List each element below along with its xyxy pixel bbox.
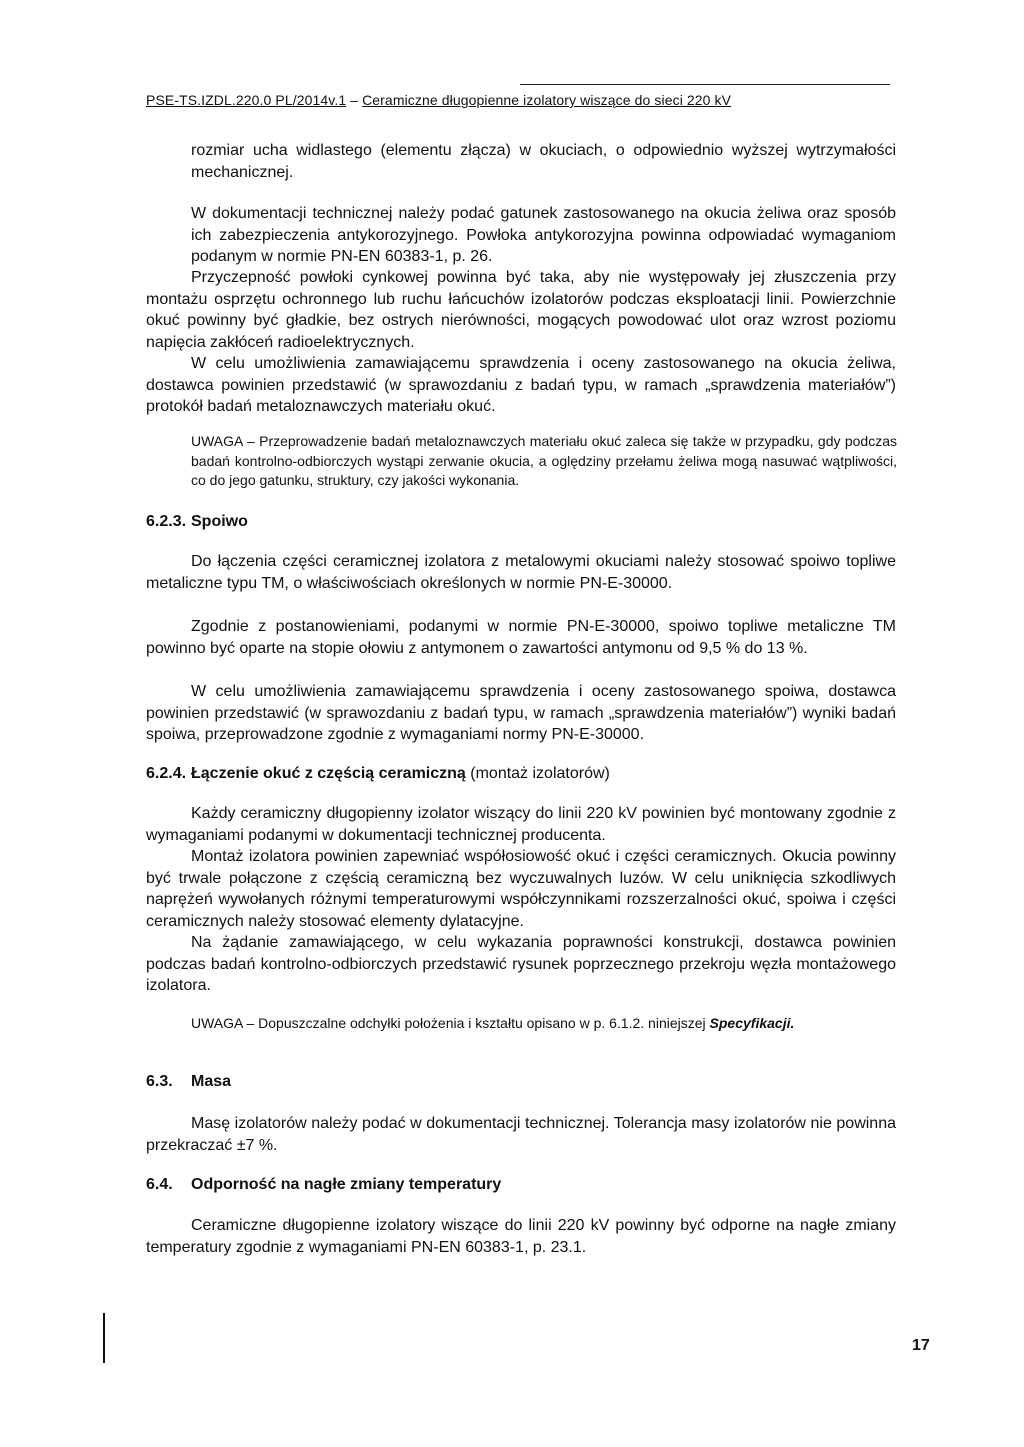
- section-6-2-3-heading: [146, 513, 248, 531]
- running-header: [146, 92, 731, 108]
- section-title: Odporność na nagłe zmiany temperatury: [191, 1176, 502, 1193]
- section-title: Spoiwo: [191, 513, 248, 530]
- header-separator: –: [346, 92, 363, 108]
- section-title: Łączenie okuć z częścią ceramiczną: [191, 765, 466, 782]
- note-2-emphasis: Specyfikacji.: [709, 1015, 795, 1031]
- paragraph-11: Masę izolatorów należy podać w dokumentacji technicznej. Tolerancja masy izolatorów nie powinna przekraczać ±7 %.: [146, 1115, 896, 1154]
- page-number: 17: [912, 1337, 930, 1354]
- section-number: 6.2.4.: [146, 765, 187, 782]
- paragraph-10: Na żądanie zamawiającego, w celu wykazania poprawności konstrukcji, dostawca powinien podczas badań kontrolno-odbiorczych przedstawić rysunek poprzecznego przekroju węzła montażowego izolatora.: [146, 934, 896, 994]
- section-title: Masa: [191, 1073, 232, 1090]
- section-6-3-heading: [146, 1073, 231, 1091]
- footer-bar: [103, 1313, 105, 1363]
- header-rule: [520, 84, 890, 85]
- doc-code: PSE-TS.IZDL.220.0 PL/2014v.1: [146, 92, 347, 108]
- section-title-rest: (montaż izolatorów): [465, 765, 610, 782]
- section-6-4-heading: [146, 1176, 501, 1194]
- paragraph-6: Zgodnie z postanowieniami, podanymi w normie PN-E-30000, spoiwo topliwe metaliczne TM powinno być oparte na stopie ołowiu z antymonem o zawartości antymonu od 9,5 % do 13 %.: [146, 618, 896, 657]
- paragraph-7: W celu umożliwienia zamawiającemu sprawdzenia i oceny zastosowanego spoiwa, dostawca powinien przedstawić (w sprawozdaniu z badań typu, w ramach „sprawdzenia materiałów”) wyniki badań spoiwa, przeprowadzone zgodnie z wymaganiami normy PN-E-30000.: [146, 683, 896, 743]
- paragraph-5: Do łączenia części ceramicznej izolatora z metalowymi okuciami należy stosować spoiwo topliwe metaliczne typu TM, o właściwościach określonych w normie PN-E-30000.: [146, 553, 896, 592]
- paragraph-3: Przyczepność powłoki cynkowej powinna być taka, aby nie występowały jej złuszczenia przy montażu osprzętu ochronnego lub ruchu łańcuchów izolatorów podczas eksploatacji linii. Powierzchnie okuć powinny być gładkie, bez ostrych nierówności, mogących powodować ulot oraz wzrost poziomu napięcia zakłóceń radioelektrycznych.: [146, 269, 896, 351]
- paragraph-2: W dokumentacji technicznej należy podać gatunek zastosowanego na okucia żeliwa oraz sposób ich zabezpieczenia antykorozyjnego. Powłoka antykorozyjna powinna odpowiadać wymaganiom podanym w normie PN-EN 60383-1, p. 26.: [191, 205, 896, 265]
- note-1: UWAGA – Przeprowadzenie badań metaloznawczych materiału okuć zaleca się także w przypadku, gdy podczas badań kontrolno-odbiorczych wystąpi zerwanie okucia, a oględziny przełamu żeliwa mogą nasuwać wątpliwości, co do jego gatunku, struktury, czy jakości wykonania.: [191, 433, 897, 488]
- paragraph-8: Każdy ceramiczny długopienny izolator wiszący do linii 220 kV powinien być montowany zgodnie z wymaganiami podanymi w dokumentacji technicznej producenta.: [146, 805, 896, 844]
- section-number: 6.3.: [146, 1073, 173, 1090]
- note-2: [191, 1014, 897, 1034]
- section-number: 6.4.: [146, 1176, 173, 1193]
- paragraph-1: rozmiar ucha widlastego (elementu złącza) w okuciach, o odpowiednio wyższej wytrzymałości mechanicznej.: [191, 142, 896, 181]
- paragraph-9: Montaż izolatora powinien zapewniać współosiowość okuć i części ceramicznych. Okucia powinny być trwale połączone z częścią ceramiczną bez wyczuwalnych luzów. W celu uniknięcia szkodliwych naprężeń wywołanych różnymi temperaturowymi współczynnikami rozszerzalności okuć, spoiwa i części ceramicznych należy stosować elementy dylatacyjne.: [146, 848, 896, 930]
- note-2-text: UWAGA – Dopuszczalne odchyłki położenia i kształtu opisano w p. 6.1.2. niniejszej: [191, 1015, 710, 1031]
- paragraph-12: Ceramiczne długopienne izolatory wiszące do linii 220 kV powinny być odporne na nagłe zmiany temperatury zgodnie z wymaganiami PN-EN 60383-1, p. 23.1.: [146, 1217, 896, 1256]
- doc-title: Ceramiczne długopienne izolatory wiszące do sieci 220 kV: [362, 92, 732, 108]
- section-6-2-4-heading: [146, 765, 610, 783]
- paragraph-4: W celu umożliwienia zamawiającemu sprawdzenia i oceny zastosowanego na okucia żeliwa, dostawca powinien przedstawić (w sprawozdaniu z badań typu, w ramach „sprawdzenia materiałów”) protokół badań metaloznawczych materiału okuć.: [146, 355, 896, 415]
- section-number: 6.2.3.: [146, 513, 187, 530]
